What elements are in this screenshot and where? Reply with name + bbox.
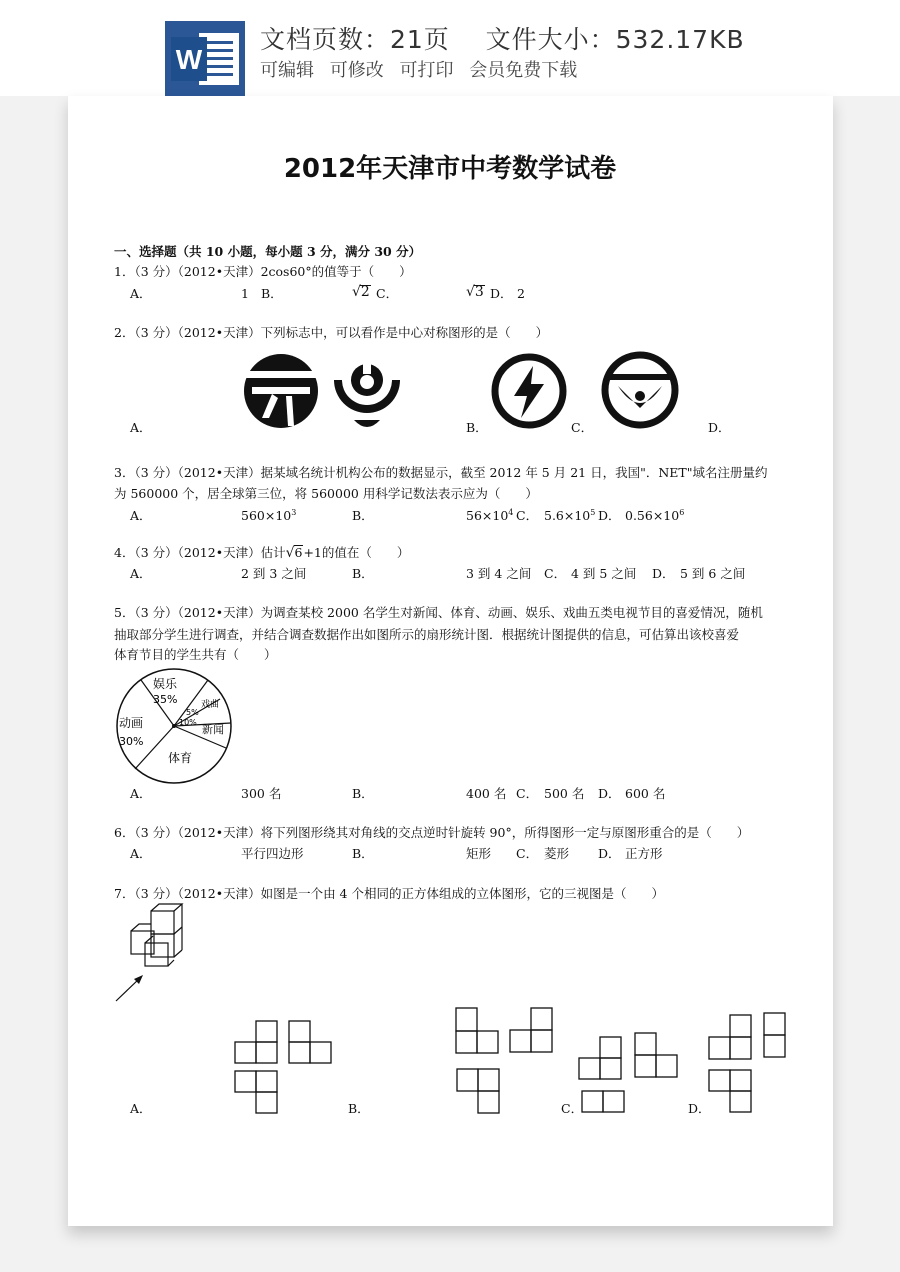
q5-option-c-label: C． <box>516 786 539 801</box>
q4-option-c-label: C． <box>544 566 567 581</box>
q7-option-d-label: D． <box>688 1101 711 1116</box>
page-title: 2012年天津市中考数学试卷 <box>283 154 617 184</box>
q6-option-b-label: B． <box>352 846 374 861</box>
q5-option-a-value: 300 名 <box>241 786 282 801</box>
q7-option-a-label: A． <box>130 1101 152 1116</box>
feature-list <box>260 56 587 82</box>
q6-option-b-value: 矩形 <box>466 846 492 861</box>
q2-option-a-label: A． <box>130 420 152 435</box>
option-b-views-figure <box>455 1007 555 1115</box>
q3-option-c-label: C． <box>516 508 539 523</box>
doc-meta-line <box>260 20 745 56</box>
q5-option-c-value: 500 名 <box>544 786 585 801</box>
q7-option-c-label: C． <box>561 1101 584 1116</box>
page-count: 文档页数：21页 <box>260 25 450 54</box>
q1-option-b-value: √2 <box>352 284 370 300</box>
q5-option-b-value: 400 名 <box>466 786 507 801</box>
logo-c-figure <box>490 352 568 430</box>
q5-option-d-label: D． <box>598 786 621 801</box>
logo-b-figure <box>326 350 408 434</box>
q1-option-d-value: 2 <box>517 286 525 301</box>
q1-option-d-label: D． <box>490 286 513 301</box>
question-7-stem: 7．（3 分）（2012•天津）如图是一个由 4 个相同的正方体组成的立体图形，它的三视图是（ ） <box>114 886 664 901</box>
q6-option-c-value: 菱形 <box>544 846 570 861</box>
question-4-stem: 4．（3 分）（2012•天津）估计√6+1的值在（ ） <box>114 545 410 561</box>
q3-option-d-value: $0.56\times 10^6$ <box>625 507 685 523</box>
option-d-views-figure <box>708 1012 790 1114</box>
feature-member-download: 会员免费下载 <box>469 60 578 81</box>
q1-option-c-label: C． <box>376 286 399 301</box>
pie-pct-xinwen: 10% <box>179 718 197 727</box>
pie-chart <box>113 665 235 787</box>
q4-option-d-value: 5 到 6 之间 <box>680 566 746 581</box>
q3-option-a-value: $560\times 10^3$ <box>241 507 297 523</box>
question-3-stem-line2: 为 560000 个，居全球第三位，将 560000 用科学记数法表示应为（ ） <box>114 486 538 501</box>
q3-option-d-label: D． <box>598 508 621 523</box>
q6-option-a-value: 平行四边形 <box>241 846 304 861</box>
q5-option-d-value: 600 名 <box>625 786 666 801</box>
file-size: 文件大小：532.17KB <box>485 25 745 54</box>
question-5-stem-line3: 体育节目的学生共有（ ） <box>114 647 277 662</box>
pie-label-xiqu: 戏曲 <box>201 700 220 710</box>
q2-option-c-label: C． <box>571 420 594 435</box>
option-c-views-figure <box>578 1032 688 1114</box>
logo-d-figure <box>600 350 680 430</box>
q2-option-d-label: D． <box>708 420 731 435</box>
pie-pct-donghua: 30% <box>119 735 144 748</box>
q4-option-b-value: 3 到 4 之间 <box>466 566 532 581</box>
q3-option-c-value: $5.6\times 10^5$ <box>544 507 596 523</box>
q1-option-b-label: B． <box>261 286 283 301</box>
option-a-views-figure <box>234 1020 334 1114</box>
question-6-stem: 6．（3 分）（2012•天津）将下列图形绕其对角线的交点逆时针旋转 90°，所得图形一定与原图形重合的是（ ） <box>114 825 750 840</box>
pie-label-tiyu: 体育 <box>168 751 193 765</box>
question-5-stem-line2: 抽取部分学生进行调查，并结合调查数据作出如图所示的扇形统计图．根据统计图提供的信息，可估算出该校喜爱 <box>114 627 740 642</box>
q3-option-a-label: A． <box>130 508 152 523</box>
q5-option-b-label: B． <box>352 786 374 801</box>
question-5-stem-line1: 5．（3 分）（2012•天津）为调查某校 2000 名学生对新闻、体育、动画、娱乐、戏曲五类电视节目的喜爱情况，随机 <box>114 605 763 620</box>
feature-editable: 可编辑 <box>260 60 314 81</box>
q6-option-d-label: D． <box>598 846 621 861</box>
question-3-stem-line1: 3．（3 分）（2012•天津）据某域名统计机构公布的数据显示，截至 2012 年 5 月 21 日，我国"．NET"域名注册量约 <box>114 465 768 480</box>
q1-option-a-value: 1 <box>241 286 249 301</box>
q6-option-d-value: 正方形 <box>625 846 663 861</box>
q4-option-c-value: 4 到 5 之间 <box>571 566 637 581</box>
feature-modifiable: 可修改 <box>329 60 384 81</box>
header-banner <box>0 0 900 96</box>
question-1-stem: 1．（3 分）（2012•天津）2cos60°的值等于（ ） <box>114 264 412 279</box>
q6-option-c-label: C． <box>516 846 539 861</box>
q7-option-b-label: B． <box>348 1101 370 1116</box>
word-document-icon <box>165 21 245 97</box>
pie-label-donghua: 动画 <box>119 716 144 730</box>
q6-option-a-label: A． <box>130 846 152 861</box>
pie-pct-xiqu: 5% <box>186 708 199 717</box>
q4-option-a-value: 2 到 3 之间 <box>241 566 307 581</box>
svg-text:W: W <box>175 44 203 75</box>
q1-option-a-label: A． <box>130 286 152 301</box>
question-2-stem: 2．（3 分）（2012•天津）下列标志中，可以看作是中心对称图形的是（ ） <box>114 325 549 340</box>
q5-option-a-label: A． <box>130 786 152 801</box>
q2-option-b-label: B． <box>466 420 488 435</box>
feature-printable: 可打印 <box>399 60 454 81</box>
q1-option-c-value: √3 <box>466 284 484 300</box>
pie-pct-yule: 35% <box>153 693 178 706</box>
q3-option-b-value: $56\times 10^4$ <box>466 507 514 523</box>
logo-a-figure <box>242 352 320 430</box>
q4-option-a-label: A． <box>130 566 152 581</box>
pie-label-yule: 娱乐 <box>153 677 178 691</box>
q4-option-d-label: D． <box>652 566 675 581</box>
section-heading: 一、选择题（共 10 小题，每小题 3 分，满分 30 分） <box>114 244 422 259</box>
q3-option-b-label: B． <box>352 508 374 523</box>
q4-option-b-label: B． <box>352 566 374 581</box>
pie-label-xinwen: 新闻 <box>202 723 224 736</box>
cube-solid-figure <box>110 900 190 1006</box>
